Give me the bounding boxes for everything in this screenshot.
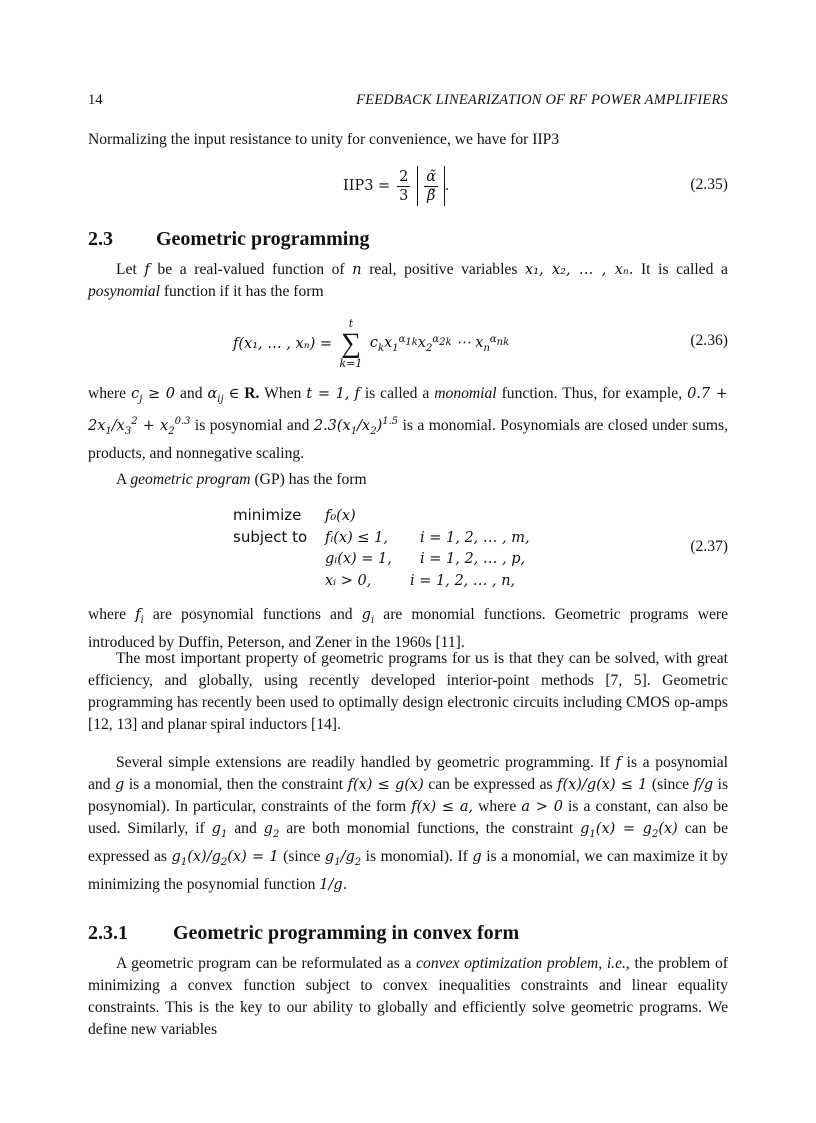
eq-lhs: IIP3 = (343, 178, 391, 194)
sum-symbol: t ∑ k=1 (339, 317, 363, 370)
paragraph-convex-form: A geometric program can be reformulated as a convex optimization problem, i.e., the problem of minimizing a convex function subject to convex inequalities constraints and linear equality constraints. This is the key to our ability to globally and efficiently solve geometric programs. We define new variables (88, 955, 728, 1038)
intro-paragraph (88, 129, 728, 151)
equation-tag-2-37: (2.37) (690, 538, 728, 555)
paragraph-gp-intro: A geometric program (GP) has the form (116, 471, 367, 488)
paragraph-gp-history: where $f_i$ are posynomial functions and $g_i$ are monomial functions. Geometric programs were introduced by Duffin, Peterson, and Zener in the 1960s [11]. (88, 606, 728, 651)
abs-bars: $\frac{\alphã}{\betã}$ (417, 166, 445, 206)
paragraph-gp-property: The most important property of geometric programs for us is that they can be solved, with great efficiency, and globally, using recently developed interior-point methods [7, 5]. Geometric programming has recently been used to optimally design electronic circuits including CMOS op-amps [12, 13] and planar spiral inductors [14]. (88, 650, 728, 733)
equation-tag: (2.35) (690, 176, 728, 193)
paragraph-posynomial-def: Let f be a real-valued function of n real, positive variables x₁, x₂, … , xₙ. It is called a posynomial function if it has the form (88, 261, 728, 300)
intro-text: Normalizing the input resistance to unity for convenience, we have for IIP3 (88, 131, 560, 148)
equation-2-36: f(x₁, … , xₙ) = t ∑ k=1 $c_kx_1^{\alpha_{1k}}x_2^{\alpha_{2k}}$ ⋯ $x_n^{\alpha_{nk}}$ (2.36) (233, 317, 728, 370)
keyword-minimize: minimize (233, 506, 302, 524)
equation-2-37: minimize f₀(x) subject to fᵢ(x) ≤ 1, i = 1, 2, … , m, gᵢ(x) = 1, i = 1, 2, … , p, xᵢ > 0, i = 1, 2, … , n, (233, 506, 530, 589)
equation-tag: (2.36) (690, 332, 728, 349)
running-head (88, 92, 728, 112)
section-heading-2-3: 2.3 Geometric programming (88, 228, 370, 250)
paragraph-gp-extensions: Several simple extensions are readily handled by geometric programming. If f is a posynomial and g is a monomial, then the constraint f(x) ≤ g(x) can be expressed as f(x)/g(x) ≤ 1 (since f/g is posynomial). In particular, constraints of the form f(x) ≤ a, where a > 0 is a constant, can also be used. Similarly, if $g_1$ and $g_2$ are both monomial functions, the constraint $g_1(x) = g_2(x)$ can be expressed as $g_1(x)/g_2(x) = 1$ (since $g_1/g_2$ is monomial). If g is a monomial, we can maximize it by minimizing the posynomial function 1/g. (88, 754, 729, 893)
section-heading-2-3-1: 2.3.1 Geometric programming in convex form (88, 922, 520, 944)
running-title: FEEDBACK LINEARIZATION OF RF POWER AMPLIFIERS (356, 92, 728, 108)
page-number: 14 (88, 92, 103, 108)
eq-lhs: f(x₁, … , xₙ) = (233, 336, 333, 352)
eq-coef: $\frac{2}{3}$ (399, 168, 409, 204)
paragraph-monomial-def: where $c_j \ge 0$ and $\alpha_{ij}$ ∈ R. When t = 1, f is called a monomial function. Thus, for example, $0.7 + 2x_1/x_3^2 + x_2^{0.3}$ is posynomial and $2.3(x_1/x_2)^{1.5}$ is a monomial. Posynomials are closed under sums, products, and nonnegative scaling. (88, 385, 729, 462)
equation-2-35: IIP3 = $\frac{2}{3}$ $\frac{\alphã}{\betã}$ . (2.35) (88, 162, 728, 212)
keyword-subject-to: subject to (233, 528, 308, 546)
